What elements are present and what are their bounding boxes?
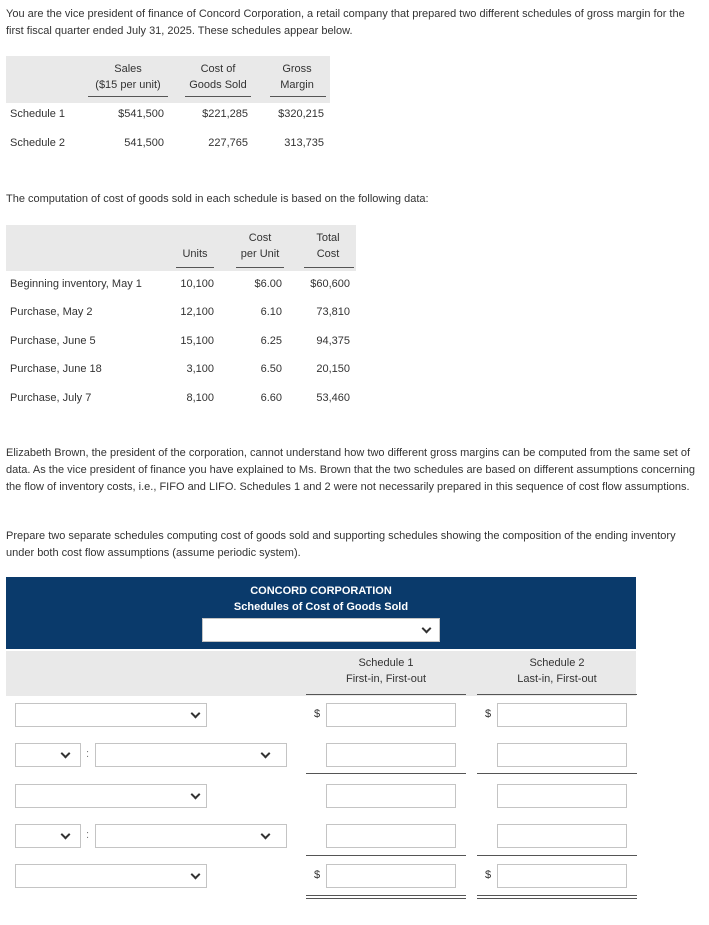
computation-text: The computation of cost of goods sold in each schedule is based on the following data: <box>6 193 429 205</box>
row-units: 8,100 <box>186 392 214 404</box>
schedule-2-method: Last-in, First-out <box>517 673 597 685</box>
header-total-cost-2: Cost <box>316 248 340 260</box>
form-banner <box>6 577 636 649</box>
header-underline <box>236 267 284 268</box>
header-cost-per-unit-2: per Unit <box>240 248 280 260</box>
header-underline <box>88 96 168 97</box>
row-label: Purchase, May 2 <box>10 306 93 318</box>
header-gm-1: Gross <box>282 63 312 75</box>
schedule-1-amount-input[interactable] <box>326 703 456 727</box>
chevron-down-icon <box>422 624 432 634</box>
amount-underline <box>306 773 466 774</box>
row-cost-per-unit: 6.10 <box>260 306 282 318</box>
operator-select[interactable] <box>15 824 81 848</box>
header-underline <box>477 694 637 695</box>
amount-underline <box>477 855 637 856</box>
row-gm: $320,215 <box>278 108 324 120</box>
row-sales: $541,500 <box>118 108 164 120</box>
chevron-down-icon <box>61 830 71 840</box>
date-select[interactable] <box>202 618 440 642</box>
line-item-select[interactable] <box>15 703 207 727</box>
header-units: Units <box>182 248 208 260</box>
amount-double-underline <box>306 895 466 896</box>
chevron-down-icon <box>191 790 201 800</box>
row-label: Purchase, June 5 <box>10 335 96 347</box>
header-gm-2: Margin <box>280 79 314 91</box>
row-label: Schedule 1 <box>10 108 66 120</box>
company-name: CONCORD CORPORATION <box>250 585 392 597</box>
intro-text: You are the vice president of finance of Concord Corporation, a retail company that prepared two different schedules of gross margin for the first fiscal quarter ended July 31, 2025. These schedules appear below. <box>6 8 685 37</box>
row-label: Purchase, June 18 <box>10 363 102 375</box>
row-total-cost: 20,150 <box>316 363 350 375</box>
schedule-2-title: Schedule 2 <box>529 657 585 669</box>
dollar-sign: $ <box>485 869 492 881</box>
header-underline <box>304 267 354 268</box>
header-sales-2: ($15 per unit) <box>95 79 161 91</box>
chevron-down-icon <box>261 749 271 759</box>
header-underline <box>306 694 466 695</box>
amount-double-underline <box>306 898 466 899</box>
schedule-1-title: Schedule 1 <box>358 657 414 669</box>
form-subtitle: Schedules of Cost of Goods Sold <box>233 601 409 613</box>
row-label: Schedule 2 <box>10 137 66 149</box>
explanation-text: Elizabeth Brown, the president of the corporation, cannot understand how two different gross margins can be computed from the same set of data. As the vice president of finance you have explained to Ms. Brown that the two schedules are based on different assumptions concerning the flow of inventory costs, i.e., FIFO and LIFO. Schedules 1 and 2 were not necessarily prepared in this sequence of cost flow assumptions. <box>6 447 695 493</box>
row-total-cost: 53,460 <box>316 392 350 404</box>
amount-underline <box>306 855 466 856</box>
amount-underline <box>477 773 637 774</box>
schedule-1-amount-input[interactable] <box>326 864 456 888</box>
schedule-2-amount-input[interactable] <box>497 743 627 767</box>
chevron-down-icon <box>191 709 201 719</box>
header-cogs-2: Goods Sold <box>189 79 247 91</box>
header-cogs-1: Cost of <box>200 63 236 75</box>
row-units: 10,100 <box>180 278 214 290</box>
schedule-1-method: First-in, First-out <box>345 673 427 685</box>
line-item-select[interactable] <box>15 784 207 808</box>
dollar-sign: $ <box>314 708 321 720</box>
line-item-select[interactable] <box>15 864 207 888</box>
header-underline <box>185 96 251 97</box>
schedule-2-amount-input[interactable] <box>497 784 627 808</box>
header-total-cost-1: Total <box>316 232 340 244</box>
row-sales: 541,500 <box>124 137 164 149</box>
schedule-2-amount-input[interactable] <box>497 703 627 727</box>
amount-double-underline <box>477 898 637 899</box>
row-total-cost: $60,600 <box>310 278 350 290</box>
row-units: 3,100 <box>186 363 214 375</box>
schedule-2-amount-input[interactable] <box>497 824 627 848</box>
schedule-1-amount-input[interactable] <box>326 784 456 808</box>
header-sales-1: Sales <box>114 63 142 75</box>
chevron-down-icon <box>191 870 201 880</box>
header-underline <box>270 96 326 97</box>
row-cogs: $221,285 <box>202 108 248 120</box>
row-cost-per-unit: $6.00 <box>254 278 282 290</box>
header-cost-per-unit-1: Cost <box>248 232 272 244</box>
row-cost-per-unit: 6.25 <box>260 335 282 347</box>
row-cost-per-unit: 6.60 <box>260 392 282 404</box>
colon-separator: : <box>86 748 90 760</box>
row-gm: 313,735 <box>284 137 324 149</box>
chevron-down-icon <box>61 749 71 759</box>
instruction-text: Prepare two separate schedules computing cost of goods sold and supporting schedules showing the composition of the ending inventory under both cost flow assumptions (assume periodic system). <box>6 530 676 559</box>
row-cost-per-unit: 6.50 <box>260 363 282 375</box>
header-underline <box>176 267 214 268</box>
operator-select[interactable] <box>15 743 81 767</box>
chevron-down-icon <box>261 830 271 840</box>
row-total-cost: 94,375 <box>316 335 350 347</box>
row-units: 12,100 <box>180 306 214 318</box>
row-label: Beginning inventory, May 1 <box>10 278 142 290</box>
schedule-1-amount-input[interactable] <box>326 824 456 848</box>
row-units: 15,100 <box>180 335 214 347</box>
line-item-select[interactable] <box>95 824 287 848</box>
row-label: Purchase, July 7 <box>10 392 92 404</box>
dollar-sign: $ <box>485 708 492 720</box>
line-item-select[interactable] <box>95 743 287 767</box>
schedule-1-amount-input[interactable] <box>326 743 456 767</box>
amount-double-underline <box>477 895 637 896</box>
dollar-sign: $ <box>314 869 321 881</box>
row-cogs: 227,765 <box>208 137 248 149</box>
row-total-cost: 73,810 <box>316 306 350 318</box>
schedule-2-amount-input[interactable] <box>497 864 627 888</box>
colon-separator: : <box>86 829 90 841</box>
